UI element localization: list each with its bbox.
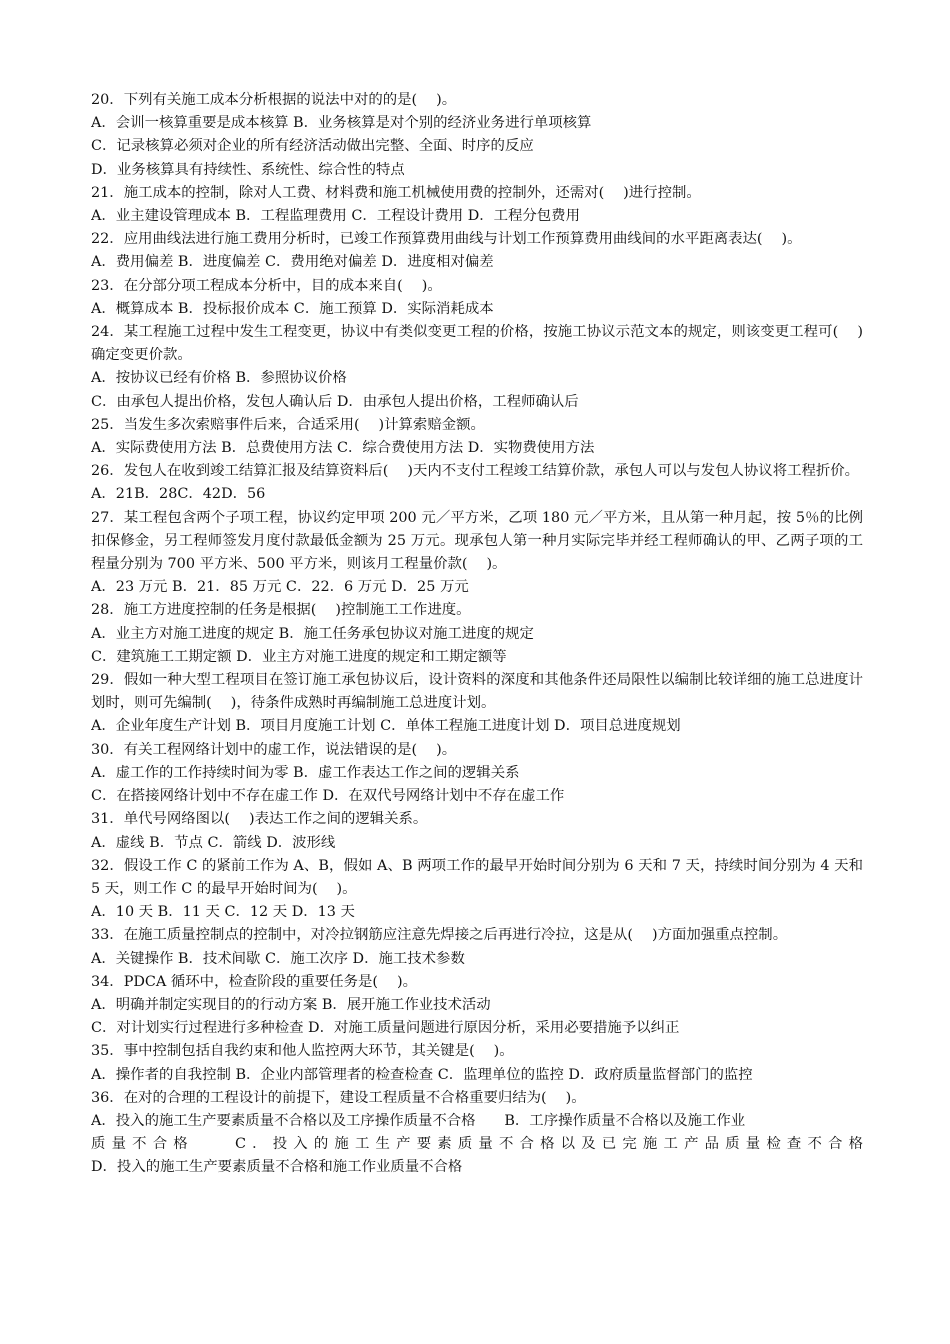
option-line: A．23 万元 B．21．85 万元 C．22．6 万元 D．25 万元	[91, 579, 469, 596]
question-30: 30．有关工程网络计划中的虚工作，说法错误的是( )。	[91, 741, 457, 758]
question-25: 25．当发生多次索赔事件后来，合适采用( )计算索赔金额。	[91, 416, 485, 433]
question-22: 22．应用曲线法进行施工费用分析时，已竣工作预算费用曲线与计划工作预算费用曲线间的水平距离表达( )。	[91, 231, 802, 248]
question-32: 32．假设工作 C 的紧前工作为 A、B，假如 A、B 两项工作的最早开始时间分别为 6 天和 7 天，持续时间分别为 4 天和 5 天，则工作 C 的最早开始时间为( )。	[91, 857, 863, 897]
question-29: 29．假如一种大型工程项目在签订施工承包协议后，设计资料的深度和其他条件还局限性以编制比较详细的施工总进度计划时，则可先编制( )，待条件成熟时再编制施工总进度计划。	[91, 672, 863, 712]
option-line: C．对计划实行过程进行多种检查 D．对施工质量问题进行原因分析，采用必要措施予以纠正	[91, 1020, 680, 1037]
question-33: 33．在施工质量控制点的控制中，对冷拉钢筋应注意先焊接之后再进行冷拉，这是从( )方面加强重点控制。	[91, 927, 788, 944]
option-line: A．虚工作的工作持续时间为零 B．虚工作表达工作之间的逻辑关系	[91, 764, 520, 781]
option-line: A．关键操作 B．技术间歇 C．施工次序 D．施工技术参数	[91, 950, 465, 967]
option-line: D．业务核算具有持续性、系统性、综合性的特点	[91, 161, 405, 178]
option-line: A．业主建设管理成本 B．工程监理费用 C．工程设计费用 D．工程分包费用	[91, 208, 580, 225]
option-line: A．概算成本 B．投标报价成本 C．施工预算 D．实际消耗成本	[91, 300, 494, 317]
option-line: A．操作者的自我控制 B．企业内部管理者的检查检查 C．监理单位的监控 D．政府质量监督部门的监控	[91, 1066, 753, 1083]
option-line: A．21B．28C．42D．56	[91, 486, 266, 503]
option-line: A．投入的施工生产要素质量不合格以及工序操作质量不合格 B．工序操作质量不合格以及施工作业	[91, 1112, 746, 1129]
option-line: C．由承包人提出价格，发包人确认后 D．由承包人提出价格，工程师确认后	[91, 393, 579, 410]
question-36: 36．在对的合理的工程设计的前提下，建设工程质量不合格重要归结为( )。	[91, 1089, 586, 1106]
option-line: A．按协议已经有价格 B．参照协议价格	[91, 370, 347, 387]
option-line: C．记录核算必须对企业的所有经济活动做出完整、全面、时序的反应	[91, 138, 534, 155]
question-28: 28．施工方进度控制的任务是根据( )控制施工工作进度。	[91, 602, 471, 619]
option-line: A．业主方对施工进度的规定 B．施工任务承包协议对施工进度的规定	[91, 625, 534, 642]
option-line: 质量不合格 C．投入的施工生产要素质量不合格以及已完施工产品质量检查不合格	[91, 1136, 863, 1153]
option-line: A．企业年度生产计划 B．项目月度施工计划 C．单体工程施工进度计划 D．项目总进度规划	[91, 718, 681, 735]
option-line: A．会训一核算重要是成本核算 B．业务核算是对个别的经济业务进行单项核算	[91, 115, 592, 132]
option-line: C．在搭接网络计划中不存在虚工作 D．在双代号网络计划中不存在虚工作	[91, 788, 565, 805]
question-24: 24．某工程施工过程中发生工程变更，协议中有类似变更工程的价格，按施工协议示范文本的规定，则该变更工程可( )确定变更价款。	[91, 324, 863, 364]
option-line: A．虚线 B．节点 C．箭线 D．波形线	[91, 834, 336, 851]
question-20: 20．下列有关施工成本分析根据的说法中对的的是( )。	[91, 92, 457, 108]
document-page	[91, 89, 863, 1180]
question-27: 27．某工程包含两个子项工程，协议约定甲项 200 元／平方米，乙项 180 元／平方米，且从第一种月起，按 5％的比例扣保修金，另工程师签发月度付款最低金额为 25 万元。现承包人第一种月实际完毕并经工程师确认的甲、乙两子项的工程量分别为 700 平方米、500 平方米，则该月工程量价款( )。	[91, 509, 863, 573]
option-line: A．实际费使用方法 B．总费使用方法 C．综合费使用方法 D．实物费使用方法	[91, 440, 595, 457]
option-line: A．10 天 B．11 天 C．12 天 D．13 天	[91, 904, 355, 921]
option-line: C．建筑施工工期定额 D．业主方对施工进度的规定和工期定额等	[91, 648, 507, 665]
question-23: 23．在分部分项工程成本分析中，目的成本来自( )。	[91, 277, 442, 294]
question-21: 21．施工成本的控制，除对人工费、材料费和施工机械使用费的控制外，还需对( )进行控制。	[91, 184, 701, 201]
question-31: 31．单代号网络图以( )表达工作之间的逻辑关系。	[91, 811, 428, 828]
question-35: 35．事中控制包括自我约束和他人监控两大环节，其关键是( )。	[91, 1043, 514, 1060]
question-34: 34．PDCA 循环中，检查阶段的重要任务是( )。	[91, 973, 417, 990]
option-line: D．投入的施工生产要素质量不合格和施工作业质量不合格	[91, 1159, 463, 1176]
question-26: 26．发包人在收到竣工结算汇报及结算资料后( )天内不支付工程竣工结算价款，承包人可以与发包人协议将工程折价。	[91, 463, 860, 480]
option-line: A．费用偏差 B．进度偏差 C．费用绝对偏差 D．进度相对偏差	[91, 254, 494, 271]
option-line: A．明确并制定实现目的的行动方案 B．展开施工作业技术活动	[91, 996, 491, 1013]
